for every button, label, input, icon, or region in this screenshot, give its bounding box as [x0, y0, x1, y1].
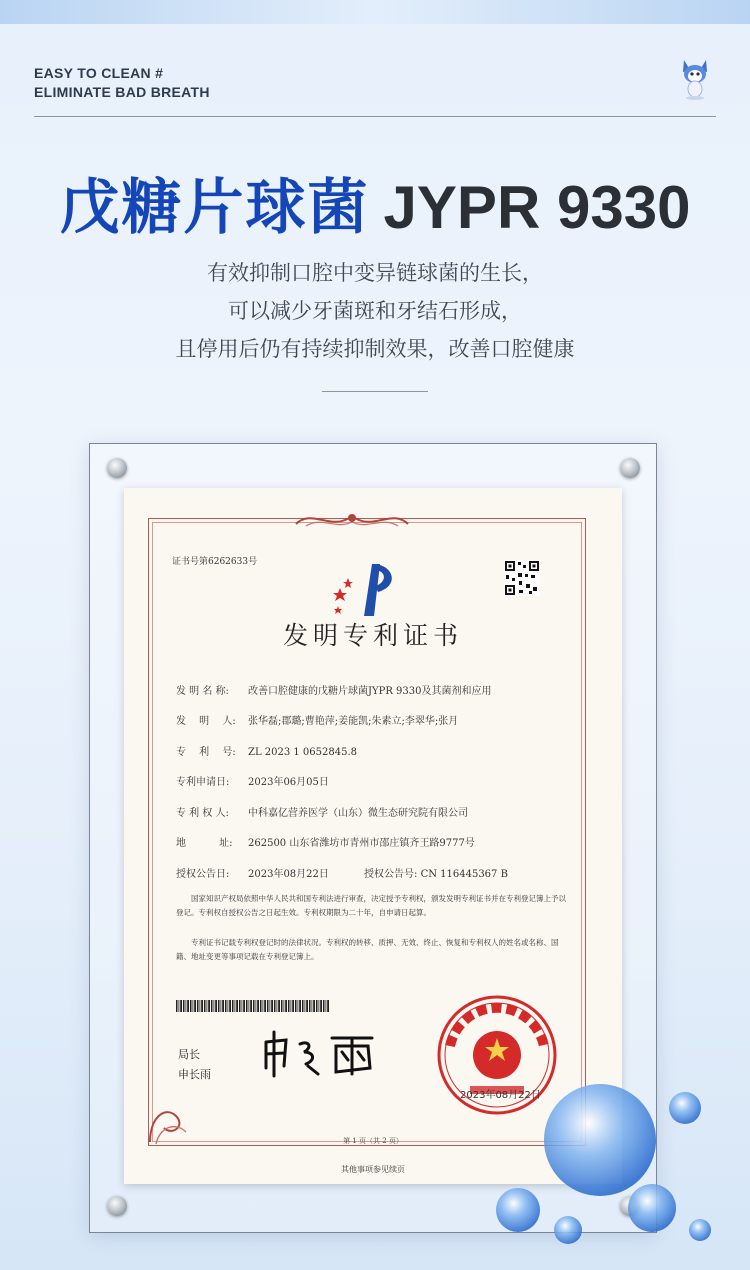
water-bubbles-icon — [480, 1080, 750, 1270]
hero-title-en: JYPR 9330 — [383, 174, 691, 241]
field-address: 地 址: 262500 山东省潍坊市青州市邵庄镇齐王路9777号 — [176, 838, 475, 849]
seal-date: 2023年08月22日 — [460, 1090, 541, 1101]
ornament-icon — [292, 506, 412, 532]
hero-subtitle — [0, 254, 750, 368]
hero-title-cn: 戊糖片球菌 — [59, 173, 370, 243]
header-divider — [34, 116, 716, 117]
cnipa-logo-icon — [328, 558, 408, 618]
certificate-paragraph-1: 国家知识产权局依照中华人民共和国专利法进行审查，决定授予专利权，颁发发明专利证书并在专利登记簿上予以登记。专利权自授权公告之日起生效。专利权期限为二十年，自申请日起算。 — [176, 894, 566, 917]
signer-name: 申长雨 — [178, 1068, 211, 1081]
certificate-number: 证书号第6262633号 — [172, 557, 258, 567]
top-band — [0, 0, 750, 24]
tagline-line-1: EASY TO CLEAN # — [34, 65, 164, 81]
subtitle-line-1: 有效抑制口腔中变异链球菌的生长， — [207, 261, 543, 285]
certificate-title: 发明专利证书 — [282, 621, 463, 650]
qr-code-icon — [504, 560, 540, 596]
field-invention-name: 发 明 名 称: 改善口腔健康的戊糖片球菌JYPR 9330及其菌剂和应用 — [176, 686, 492, 697]
frame-bolt-icon — [107, 1196, 127, 1216]
mascot-icon — [680, 58, 710, 100]
tagline-line-2: ELIMINATE BAD BREATH — [34, 84, 210, 100]
hero-title — [0, 170, 750, 246]
page-number: 第 1 页（共 2 页） — [343, 1137, 403, 1145]
subtitle-line-2: 可以减少牙菌斑和牙结石形成， — [228, 299, 522, 323]
field-application-date: 专利申请日: 2023年06月05日 — [176, 777, 329, 788]
field-patentee: 专 利 权 人: 中科嘉亿营养医学（山东）微生态研究院有限公司 — [176, 808, 468, 819]
subtitle-divider — [322, 391, 428, 392]
certificate-paragraph-2: 专利证书记载专利权登记时的法律状况。专利权的转移、质押、无效、终止、恢复和专利权人的姓名或名称、国籍、地址变更等事项记载在专利登记簿上。 — [176, 938, 559, 961]
frame-bolt-icon — [107, 458, 127, 478]
subtitle-line-3: 且停用后仍有持续抑制效果，改善口腔健康 — [175, 337, 575, 361]
handwritten-signature-icon — [260, 1028, 380, 1080]
field-inventors: 发 明 人: 张华磊;郡璐;曹艳萍;姜能凯;朱素立;李翠华;张月 — [176, 716, 459, 727]
field-grant-date: 授权公告日: 2023年08月22日 — [176, 869, 329, 880]
frame-bolt-icon — [620, 458, 640, 478]
signer-role: 局长 — [178, 1048, 200, 1061]
tagline — [34, 64, 210, 102]
certificate-footer: 其他事项参见续页 — [341, 1165, 405, 1174]
field-publication-number: 授权公告号: CN 116445367 B — [364, 869, 508, 880]
barcode-icon — [176, 1000, 330, 1012]
field-patent-number: 专 利 号: ZL 2023 1 0652845.8 — [176, 747, 358, 758]
